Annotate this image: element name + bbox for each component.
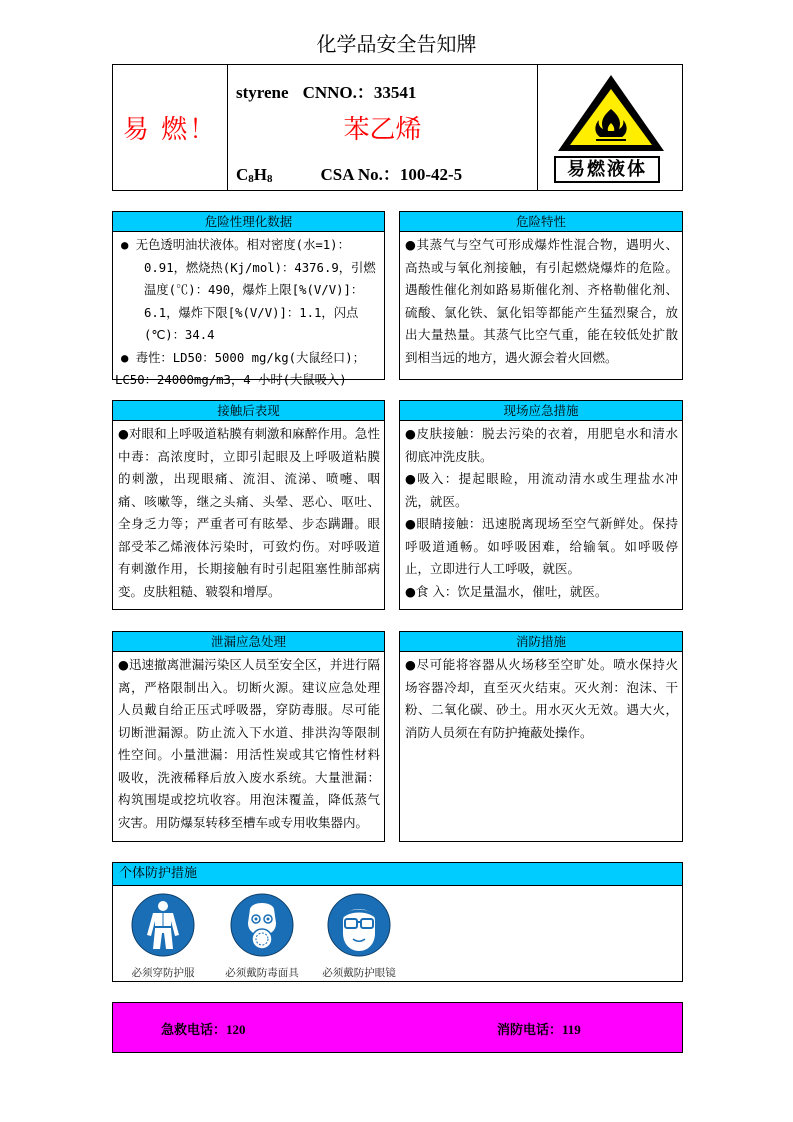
first-aid-item: ●食 入：饮足量温水，催吐，就医。 [405,583,608,599]
protective-suit-icon [131,893,195,957]
ppe-label: 必须穿防护服 [131,967,195,979]
section-header: 危险特性 [400,212,682,232]
identity-cell [228,65,538,190]
hazard-properties-section [399,211,683,380]
identifier-line [236,78,430,103]
formula-line [236,160,462,185]
section-body: ● 无色透明油状液体。相对密度(水=1)： 0.91，燃烧热(Kj/mol)：4376.9，引燃 温度(℃)：490，爆炸上限[%(V/V)]： 6.1，爆炸下限[%(V/V)]：1.1，闪点 (℃)：34.4 ● 毒性：LD50：5000 mg/kg(大鼠经口)； LC50：24000mg/m3，4 小时(大鼠吸入) [115,238,376,387]
section-header: 接触后表现 [113,401,384,421]
cn-number: CNNO.：33541 [302,83,417,102]
firefighting-section [399,631,683,842]
physchem-data-section [112,211,385,387]
ppe-label: 必须戴防护眼镜 [322,967,396,979]
molecular-formula: $C_8H_8$ [236,165,273,185]
section-body [400,421,682,603]
section-header: 现场应急措施 [400,401,682,421]
chemical-header [112,64,683,191]
exposure-symptoms-section [112,400,385,610]
document-title: 化学品安全告知牌 [316,32,477,56]
csa-number: CSA No.：100-42-5 [320,165,463,184]
section-header: 个体防护措施 [113,863,682,886]
first-aid-item: ●吸入：提起眼睑，用流动清水或生理盐水冲洗，就医。 [405,471,678,509]
first-aid-item: ●皮肤接触：脱去污染的衣着，用肥皂水和清水彻底冲洗皮肤。 [405,426,678,464]
first-aid-section [399,400,683,610]
hazard-sign-cell [538,65,682,190]
emergency-phone-bar [112,1002,683,1053]
ppe-section [112,862,683,982]
section-body: ●其蒸气与空气可形成爆炸性混合物，遇明火、高热或与氧化剂接触，有引起燃烧爆炸的危险。遇酸性催化剂如路易斯催化剂、齐格勒催化剂、硫酸、氯化铁、氯化铝等都能产生猛烈聚合，放出大量热量。其蒸气比空气重，能在较低处扩散到相当远的地方，遇火源会着火回燃。 [405,237,678,365]
first-aid-phone: 急救电话：120 [161,1022,246,1037]
section-header: 泄漏应急处理 [113,632,384,652]
chinese-name: 苯乙烯 [343,115,422,145]
flammable-warning: 易 燃！ [122,115,218,145]
ppe-item-gas-mask [214,893,310,980]
spill-response-section [112,631,385,842]
hazard-sign-label: 易燃液体 [554,156,660,183]
ppe-label: 必须戴防毒面具 [225,967,299,979]
gas-mask-icon [230,893,294,957]
flammable-hazard-triangle-icon [556,73,666,153]
first-aid-item: ●眼睛接触：迅速脱离现场至空气新鲜处。保持呼吸道通畅。如呼吸困难，给输氧。如呼吸停止，立即进行人工呼吸，就医。 [405,516,678,576]
section-body: ●尽可能将容器从火场移至空旷处。喷水保持火场容器冷却，直至灭火结束。灭火剂：泡沫、干粉、二氧化碳、砂土。用水灭火无效。遇大火，消防人员须在有防护掩蔽处操作。 [405,657,678,740]
section-body: ●迅速撤离泄漏污染区人员至安全区，并进行隔离，严格限制出入。切断火源。建议应急处理人员戴自给正压式呼吸器，穿防毒服。尽可能切断泄漏源。防止流入下水道、排洪沟等限制性空间。小量泄漏：用活性炭或其它惰性材料吸收，洗液稀释后放入废水系统。大量泄漏：构筑围堤或挖坑收容。用泡沫覆盖，降低蒸气灾害。用防爆泵转移至槽车或专用收集器内。 [118,657,380,830]
safety-goggles-icon [327,893,391,957]
section-header: 消防措施 [400,632,682,652]
section-body: ●对眼和上呼吸道粘膜有刺激和麻醉作用。急性中毒：高浓度时，立即引起眼及上呼吸道粘膜的刺激，出现眼痛、流泪、流涕、喷嚏、咽痛、咳嗽等，继之头痛、头晕、恶心、呕吐、全身乏力等；严重者可有眩晕、步态蹒跚。眼部受苯乙烯液体污染时，可致灼伤。对呼吸道有刺激作用，长期接触有时引起阻塞性肺部病变。皮肤粗糙、皲裂和增厚。 [118,426,380,599]
fire-phone: 消防电话：119 [497,1022,581,1037]
section-header: 危险性理化数据 [113,212,384,232]
warning-cell [113,65,228,190]
ppe-item-protective-suit [115,893,211,980]
english-name: styrene [236,83,289,102]
ppe-item-safety-goggles [311,893,407,980]
